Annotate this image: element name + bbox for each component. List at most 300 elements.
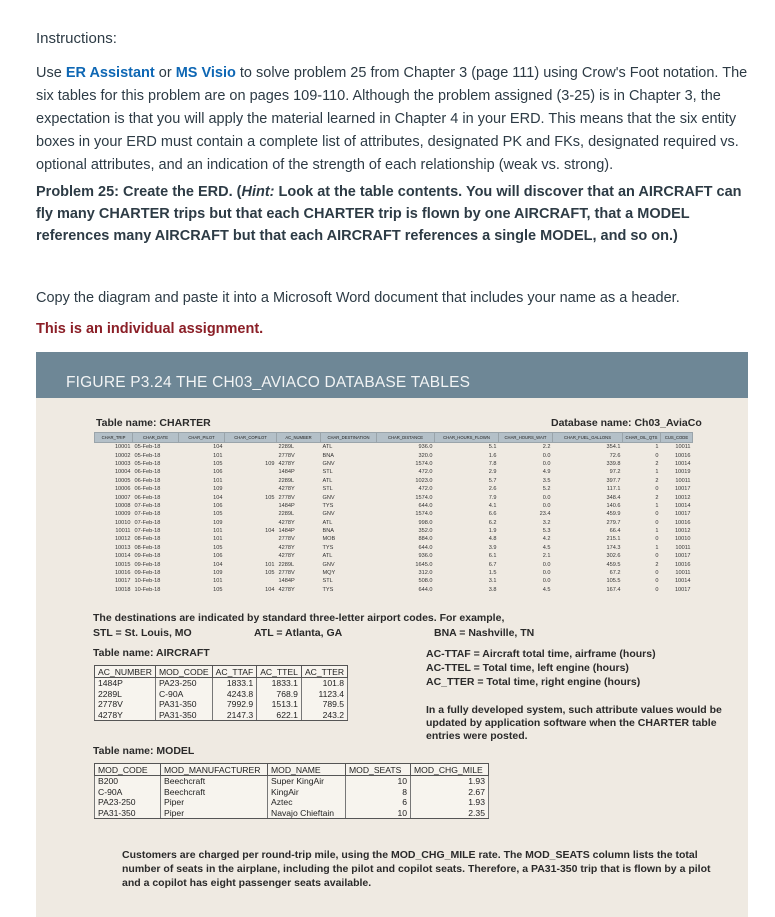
charter-table-cell: 0 — [655, 578, 659, 585]
charter-table-cell: 167.4 — [606, 586, 621, 593]
atl-note: ATL = Atlanta, GA — [254, 627, 343, 639]
charter-table-cell: 101 — [213, 536, 223, 543]
charter-table-cell: 10011 — [675, 570, 691, 577]
charter-table-cell: 10006 — [114, 486, 131, 493]
charter-table-cell: 1645.0 — [415, 561, 433, 568]
aircraft-column-header: AC_TTER — [301, 666, 347, 678]
charter-column-header: CHAR_PILOT — [179, 433, 225, 443]
charter-table-cell: 1574.0 — [415, 511, 433, 518]
model-table-cell: PA23-250 — [95, 797, 161, 808]
charter-table-cell: 05-Feb-18 — [134, 460, 161, 467]
charter-table-row — [95, 535, 693, 543]
charter-table-cell: GNV — [322, 494, 335, 501]
model-table-cell: Aztec — [268, 797, 346, 808]
model-table-row — [95, 776, 489, 787]
charter-table-cell: STL — [322, 578, 333, 585]
charter-body — [95, 443, 693, 595]
charter-table-cell: 2 — [655, 561, 659, 568]
charter-table-cell: 10-Feb-18 — [134, 578, 161, 585]
charter-table-cell: 644.0 — [418, 586, 433, 593]
charter-table-cell: 2.1 — [542, 553, 551, 560]
charter-table-cell: 10010 — [114, 519, 131, 526]
aircraft-table-row — [95, 699, 348, 710]
aircraft-table-cell: 789.5 — [301, 699, 347, 710]
charter-table-cell: 07-Feb-18 — [134, 528, 161, 535]
charter-table-cell: 4.8 — [488, 536, 497, 543]
charter-table-cell: 08-Feb-18 — [134, 536, 161, 543]
charter-table-cell: 10003 — [114, 460, 131, 467]
model-table-cell: 10 — [346, 776, 411, 787]
model-column-header: MOD_CHG_MILE — [411, 764, 489, 776]
charter-table-cell: GNV — [322, 511, 335, 518]
charter-table-row — [95, 460, 693, 468]
charter-table-cell: 2289L — [278, 444, 295, 451]
aircraft-table-cell: 1123.4 — [301, 689, 347, 700]
charter-table-cell: ATL — [322, 519, 333, 526]
charter-table-cell: 312.0 — [418, 570, 433, 577]
charter-table-cell: 10009 — [114, 511, 131, 518]
model-table-cell: 2.67 — [411, 787, 489, 798]
charter-table-cell: 06-Feb-18 — [134, 477, 161, 484]
charter-table-cell: 106 — [213, 469, 223, 476]
charter-table-cell: 10014 — [674, 578, 691, 585]
charter-table-cell: 352.0 — [418, 528, 433, 535]
charter-column-header: CHAR_DATE — [133, 433, 179, 443]
charter-table-cell: 0 — [655, 570, 659, 577]
model-table-cell: 6 — [346, 797, 411, 808]
aircraft-table-cell: 1833.1 — [257, 678, 302, 689]
charter-table-cell: 302.6 — [606, 553, 621, 560]
charter-column-header: CHAR_HOURS_FLOWN — [435, 433, 499, 443]
charter-table-cell: 4278Y — [278, 460, 295, 467]
hint-label: Hint: — [241, 184, 275, 200]
charter-table-cell: 3.1 — [488, 578, 497, 585]
charter-table-cell: 4278Y — [278, 519, 295, 526]
charter-table-cell: 1 — [655, 469, 659, 476]
charter-table-cell: STL — [322, 486, 333, 493]
charter-table-cell: 5.7 — [488, 477, 497, 484]
charter-table-cell: BNA — [322, 452, 335, 459]
charter-table-cell: 644.0 — [418, 544, 433, 551]
charter-table-cell: 7.8 — [488, 460, 497, 467]
charter-table-cell: 215.1 — [606, 536, 621, 543]
charter-table-cell: 0 — [655, 536, 659, 543]
charter-column-header: CHAR_HOURS_WAIT — [499, 433, 553, 443]
charter-table-cell: 884.0 — [418, 536, 433, 543]
model-table-cell: Navajo Chieftain — [268, 808, 346, 819]
ttel-definition: AC-TTEL = Total time, left engine (hours) — [426, 662, 629, 674]
charter-table-cell: 4.5 — [542, 586, 551, 593]
charter-table-cell — [225, 443, 277, 452]
charter-table-cell: 06-Feb-18 — [134, 486, 161, 493]
charter-table-cell: 105 — [265, 570, 275, 577]
charter-table-cell: 10016 — [674, 519, 691, 526]
aircraft-table-cell: 2147.3 — [212, 710, 257, 721]
aircraft-table-cell: 2778V — [95, 699, 156, 710]
ms-visio-link[interactable]: MS Visio — [175, 65, 236, 81]
charter-table-cell: 1574.0 — [415, 494, 433, 501]
charter-table-cell: 104 — [213, 494, 223, 501]
charter-table-cell: 2778V — [278, 452, 295, 459]
charter-table-cell: TYS — [322, 502, 334, 509]
aircraft-table-cell: PA23-250 — [155, 678, 212, 689]
charter-table-cell: 2289L — [278, 511, 295, 518]
charter-table-cell: 106 — [213, 553, 223, 560]
charter-table-cell: 23.4 — [539, 511, 551, 518]
model-body — [95, 776, 489, 819]
charter-table-cell: 105 — [265, 494, 275, 501]
database-name: Database name: Ch03_AviaCo — [551, 417, 702, 429]
stl-note: STL = St. Louis, MO — [93, 627, 192, 639]
charter-table-cell: 09-Feb-18 — [134, 553, 161, 560]
charter-table-cell: 1.9 — [488, 528, 497, 535]
charter-table-cell: 3.8 — [488, 586, 497, 593]
charter-table-cell: 174.3 — [606, 544, 621, 551]
aircraft-table-cell: 2289L — [95, 689, 156, 700]
charter-table-cell: 6.1 — [488, 553, 497, 560]
charter-table-cell: 10004 — [114, 469, 131, 476]
model-column-header: MOD_CODE — [95, 764, 161, 776]
charter-table-cell: 101 — [213, 528, 223, 535]
charter-table-cell: 6.2 — [488, 519, 497, 526]
charter-table-cell: 354.1 — [606, 444, 621, 451]
aircraft-table-cell: 4243.8 — [212, 689, 257, 700]
aircraft-table — [94, 665, 348, 721]
charter-table-cell: GNV — [322, 460, 335, 467]
charter-table-cell: 10016 — [674, 452, 691, 459]
charter-table-cell: 140.6 — [606, 502, 621, 509]
charter-table-cell: 10014 — [674, 502, 691, 509]
charter-table-cell — [225, 502, 277, 510]
aircraft-table-cell: 768.9 — [257, 689, 302, 700]
charter-table-cell: 10011 — [675, 544, 691, 551]
charter-table-cell: 2289L — [278, 477, 295, 484]
charter-table-cell: 10011 — [675, 444, 691, 451]
model-table-cell: Beechcraft — [161, 787, 268, 798]
charter-table-cell: 10014 — [674, 460, 691, 467]
charter-column-header: CHAR_OIL_QTS — [623, 433, 661, 443]
charter-table-cell: 10001 — [114, 444, 131, 451]
charter-table-cell: 936.0 — [418, 553, 433, 560]
charter-table-cell: 10018 — [114, 586, 131, 593]
problem-text-start: Problem 25: Create the ERD. ( — [36, 184, 242, 200]
charter-table-row — [95, 586, 693, 594]
charter-column-header: CHAR_TRIP — [95, 433, 133, 443]
aircraft-body — [95, 678, 348, 721]
charter-table-cell: 5.2 — [542, 486, 551, 493]
charter-header-row — [95, 433, 693, 443]
charter-table-cell: 7.9 — [488, 494, 497, 501]
charter-table-cell: 1 — [655, 528, 659, 535]
aircraft-column-header: AC_NUMBER — [95, 666, 156, 678]
charter-table-cell: 105.5 — [606, 578, 621, 585]
charter-table-cell: 459.5 — [606, 561, 621, 568]
model-table-row — [95, 797, 489, 808]
charter-table-cell: 0 — [655, 452, 659, 459]
aircraft-column-header: AC_TTAF — [212, 666, 257, 678]
charter-table-cell: 07-Feb-18 — [134, 511, 161, 518]
charter-table-cell: TYS — [322, 544, 334, 551]
charter-table-row — [95, 477, 693, 485]
charter-table-cell: 2.9 — [488, 469, 497, 476]
charter-table-cell: 3.9 — [488, 544, 497, 551]
model-column-header: MOD_MANUFACTURER — [161, 764, 268, 776]
charter-table-cell: 1 — [655, 544, 659, 551]
charter-table-cell: 1484P — [278, 528, 295, 535]
charter-table-cell: 0 — [655, 486, 659, 493]
aircraft-table-cell: 1484P — [95, 678, 156, 689]
charter-column-header: CHAR_DESTINATION — [321, 433, 377, 443]
aircraft-definitions — [426, 647, 656, 689]
model-table-cell: Piper — [161, 797, 268, 808]
charter-table-cell — [225, 577, 277, 585]
charter-table-cell: 0 — [655, 519, 659, 526]
charter-table-cell: 72.6 — [609, 452, 621, 459]
model-table-cell: 8 — [346, 787, 411, 798]
charter-table-cell: 320.0 — [418, 452, 433, 459]
bna-note: BNA = Nashville, TN — [434, 627, 535, 639]
aircraft-table-cell: C-90A — [155, 689, 212, 700]
charter-table-cell: 10017 — [674, 486, 691, 493]
charter-table-cell: 07-Feb-18 — [134, 502, 161, 509]
model-table-name: Table name: MODEL — [93, 745, 195, 757]
charter-table-cell: GNV — [322, 561, 335, 568]
charter-table-cell: 4278Y — [278, 586, 295, 593]
model-column-header: MOD_NAME — [268, 764, 346, 776]
charter-table-cell: 0.0 — [542, 578, 551, 585]
charter-table-cell: 4278Y — [278, 553, 295, 560]
charter-table-cell: 10012 — [674, 494, 691, 501]
charter-column-header: CHAR_FUEL_GALLONS — [553, 433, 623, 443]
aircraft-table-cell: PA31-350 — [155, 699, 212, 710]
para1-text-start: Use — [36, 65, 66, 81]
charter-table-cell: 109 — [213, 519, 223, 526]
charter-table-cell: 0.0 — [542, 494, 551, 501]
charter-table-row — [95, 502, 693, 510]
charter-table-cell: 97.2 — [609, 469, 621, 476]
charter-table-cell: 5.3 — [542, 528, 551, 535]
charter-table-cell: 67.2 — [609, 570, 621, 577]
charter-table-cell: 104 — [213, 561, 223, 568]
charter-column-header: CUS_CODE — [661, 433, 693, 443]
charter-table-cell: TYS — [322, 586, 334, 593]
charter-table-cell: 4.1 — [488, 502, 497, 509]
para1-text-end: to solve problem 25 from Chapter 3 (page 111) using Crow's Foot notation. The six tables for this problem are on pages 109-110. Although the problem assigned (3-25) is in Chapter 3, the expectation is that you will apply the material learned in Chapter 4 in your ERD. This means that the six entity boxes in your ERD must contain a complete list of attributes, designated PK and FKs, designated required vs. optional attributes, and an indication of the strength of each relationship (weak vs. strong). — [36, 65, 748, 173]
charter-table-cell: 0 — [655, 553, 659, 560]
charter-table-cell: ATL — [322, 477, 333, 484]
charter-table-cell: ATL — [322, 444, 333, 451]
charter-table-cell: 105 — [213, 460, 223, 467]
charter-table-cell: 2 — [655, 477, 659, 484]
charter-table-cell: ATL — [322, 553, 333, 560]
charter-table-cell: 1574.0 — [415, 460, 433, 467]
model-table-cell: 10 — [346, 808, 411, 819]
charter-table-cell: 397.7 — [606, 477, 621, 484]
charter-table-cell: 1.5 — [488, 570, 497, 577]
aircraft-table-cell: 4278Y — [95, 710, 156, 721]
aircraft-table-cell: 1833.1 — [212, 678, 257, 689]
charter-table-row — [95, 552, 693, 560]
charter-table-cell: 10005 — [114, 477, 131, 484]
copy-instructions: Copy the diagram and paste it into a Microsoft Word document that includes your name as a header. — [36, 290, 680, 306]
charter-table-cell: 4.9 — [542, 469, 551, 476]
charter-table-cell: 6.6 — [488, 511, 497, 518]
charter-table-cell: 1484P — [278, 578, 295, 585]
charter-table-cell: 472.0 — [418, 469, 433, 476]
charter-table-cell: 459.9 — [606, 511, 621, 518]
aircraft-table-row — [95, 678, 348, 689]
charter-table-row — [95, 560, 693, 568]
charter-table-cell: 0 — [655, 511, 659, 518]
charter-table-cell: MQY — [322, 570, 336, 577]
charter-table-row — [95, 443, 693, 452]
charter-table-cell — [225, 535, 277, 543]
charter-table-cell: 66.4 — [609, 528, 621, 535]
charter-table-cell: 1 — [655, 502, 659, 509]
charter-table-cell: 339.8 — [606, 460, 621, 467]
charter-table-cell: 09-Feb-18 — [134, 561, 161, 568]
charter-table-cell: 348.4 — [606, 494, 621, 501]
charter-table-cell: 0.0 — [542, 570, 551, 577]
aircraft-table-cell: 622.1 — [257, 710, 302, 721]
charter-table-cell: 101 — [213, 578, 223, 585]
charter-table — [94, 432, 693, 594]
charter-table-cell — [225, 544, 277, 552]
charter-table-cell: 105 — [213, 586, 223, 593]
charter-table-cell: 2289L — [278, 561, 295, 568]
charter-table-cell: 10019 — [674, 469, 691, 476]
model-table-cell: Beechcraft — [161, 776, 268, 787]
model-table-cell: B200 — [95, 776, 161, 787]
charter-table-cell — [225, 451, 277, 459]
charter-table-cell: 1 — [655, 444, 659, 451]
charter-table-cell: 10013 — [114, 544, 131, 551]
charter-table-row — [95, 544, 693, 552]
model-table-cell: Super KingAir — [268, 776, 346, 787]
model-table-cell: KingAir — [268, 787, 346, 798]
aircraft-column-header: MOD_CODE — [155, 666, 212, 678]
charter-table-cell: 644.0 — [418, 502, 433, 509]
charter-table-cell: 5.1 — [488, 444, 497, 451]
charter-table-cell: 07-Feb-18 — [134, 519, 161, 526]
aircraft-table-cell: 7992.9 — [212, 699, 257, 710]
charter-table-cell: 0 — [655, 586, 659, 593]
para1-text-mid: or — [154, 65, 176, 81]
charter-table-cell: 0.0 — [542, 561, 551, 568]
development-note: In a fully developed system, such attribute values would be updated by application software when the CHARTER table entries were posted. — [426, 704, 722, 742]
charter-table-cell: 10016 — [674, 561, 691, 568]
charter-table-cell — [225, 485, 277, 493]
charter-table-cell — [225, 519, 277, 527]
model-table-cell: C-90A — [95, 787, 161, 798]
charter-table-cell: 10-Feb-18 — [134, 586, 161, 593]
charter-table-cell: 06-Feb-18 — [134, 494, 161, 501]
charter-table-cell: 101 — [213, 452, 223, 459]
charter-table-cell: 4278Y — [278, 544, 295, 551]
charter-table-name: Table name: CHARTER — [96, 417, 211, 429]
charter-table-row — [95, 493, 693, 501]
aircraft-table-row — [95, 689, 348, 700]
charter-table-cell: 109 — [265, 460, 275, 467]
charter-table-cell: 10017 — [674, 586, 691, 593]
charter-table-cell: 2778V — [278, 494, 295, 501]
model-table-cell: 1.93 — [411, 776, 489, 787]
model-table-cell: PA31-350 — [95, 808, 161, 819]
charter-table-cell: 936.0 — [418, 444, 433, 451]
charter-table-cell — [225, 468, 277, 476]
destinations-note: The destinations are indicated by standard three-letter airport codes. For example, — [93, 612, 505, 624]
problem-paragraph — [36, 181, 748, 247]
customer-charge-note: Customers are charged per round-trip mile, using the MOD_CHG_MILE rate. The MOD_SEATS column lists the total number of seats in the airplane, including the pilot and copilot seats. Therefore, a PA31-350 trip that is flown by a pilot and a copilot has eight passenger seats available. — [122, 849, 711, 889]
aircraft-table-row — [95, 710, 348, 721]
charter-table-cell: 10012 — [114, 536, 131, 543]
instructions-heading: Instructions: — [36, 30, 117, 47]
charter-table-cell: 10007 — [114, 494, 131, 501]
aircraft-column-header: AC_TTEL — [257, 666, 302, 678]
charter-table-row — [95, 468, 693, 476]
model-table-row — [95, 787, 489, 798]
charter-table-cell: BNA — [322, 528, 335, 535]
charter-table-cell: 1023.0 — [415, 477, 433, 484]
model-table-cell: 1.93 — [411, 797, 489, 808]
aircraft-table-cell: PA31-350 — [155, 710, 212, 721]
charter-table-row — [95, 569, 693, 577]
charter-table-cell: 3.2 — [542, 519, 551, 526]
charter-table-cell: 4278Y — [278, 486, 295, 493]
charter-table-cell: 3.5 — [542, 477, 551, 484]
tter-definition: AC_TTER = Total time, right engine (hours) — [426, 676, 641, 688]
charter-table-cell: STL — [322, 469, 333, 476]
charter-table-cell: 4.2 — [542, 536, 551, 543]
charter-table-cell: 6.7 — [488, 561, 497, 568]
charter-table-cell: 104 — [265, 528, 275, 535]
charter-table-cell: 998.0 — [418, 519, 433, 526]
charter-table-cell: 472.0 — [418, 486, 433, 493]
charter-table-cell: 0.0 — [542, 502, 551, 509]
charter-table-row — [95, 527, 693, 535]
charter-table-cell: 104 — [213, 444, 223, 451]
charter-table-cell: 10017 — [674, 553, 691, 560]
figure-title-bar — [36, 352, 748, 398]
charter-table-cell: MOB — [322, 536, 336, 543]
charter-table-cell: 101 — [265, 561, 275, 568]
charter-table-row — [95, 485, 693, 493]
charter-table-cell: 2.6 — [488, 486, 497, 493]
charter-table-cell: 2.2 — [542, 444, 551, 451]
er-assistant-link[interactable]: ER Assistant — [65, 65, 155, 81]
charter-table-cell: 10010 — [674, 536, 691, 543]
aircraft-table-cell: 243.2 — [301, 710, 347, 721]
aircraft-table-cell: 1513.1 — [257, 699, 302, 710]
charter-table-cell: 09-Feb-18 — [134, 570, 161, 577]
charter-table-cell: 1484P — [278, 469, 295, 476]
model-header-row — [95, 764, 489, 776]
charter-table-cell: 2 — [655, 494, 659, 501]
charter-table-cell: 10017 — [674, 511, 691, 518]
charter-table-cell: 05-Feb-18 — [134, 444, 161, 451]
charter-table-cell: 2778V — [278, 570, 295, 577]
charter-table-cell: 1484P — [278, 502, 295, 509]
charter-table-cell: 109 — [213, 486, 223, 493]
charter-table-cell: 05-Feb-18 — [134, 452, 161, 459]
model-table — [94, 763, 489, 819]
charter-table-row — [95, 510, 693, 518]
instructions-paragraph — [36, 62, 748, 177]
charter-column-header: CHAR_COPILOT — [225, 433, 277, 443]
ttaf-definition: AC-TTAF = Aircraft total time, airframe (hours) — [426, 648, 656, 660]
aircraft-header-row — [95, 666, 348, 678]
charter-table-cell: 10014 — [114, 553, 131, 560]
